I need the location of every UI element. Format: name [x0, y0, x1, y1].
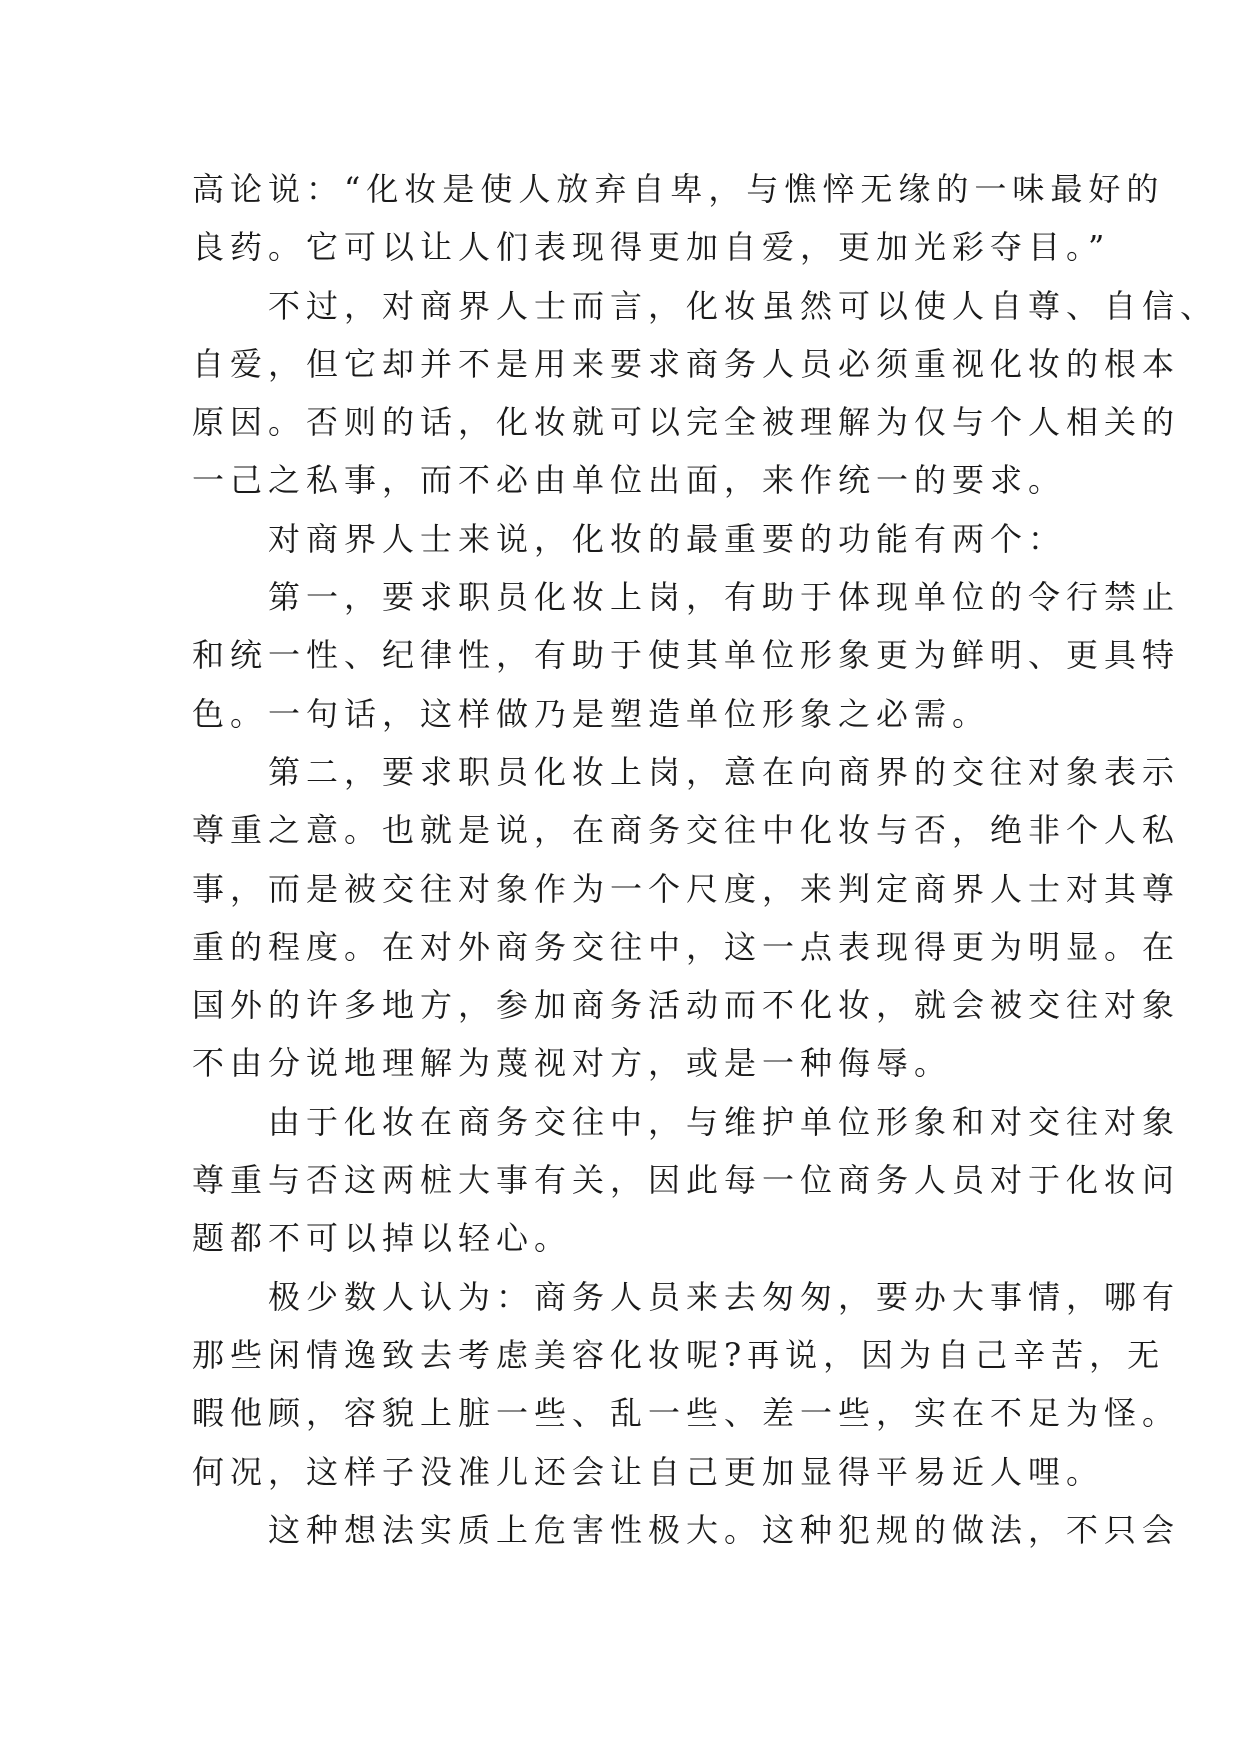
- text-line: 良药。它可以让人们表现得更加自爱，更加光彩夺目。”: [192, 228, 1111, 267]
- text-line: 那些闲情逸致去考虑美容化妆呢?再说，因为自己辛苦，无: [192, 1335, 1166, 1374]
- text-line: 不由分说地理解为蔑视对方，或是一种侮辱。: [192, 1044, 953, 1083]
- text-line: 不过，对商界人士而言，化妆虽然可以使人自尊、自信、: [268, 286, 1219, 325]
- text-line: 何况，这样子没准儿还会让自己更加显得平易近人哩。: [192, 1452, 1105, 1491]
- text-line: 由于化妆在商务交往中，与维护单位形象和对交往对象: [268, 1102, 1181, 1141]
- text-line: 这种想法实质上危害性极大。这种犯规的做法，不只会: [268, 1510, 1181, 1549]
- document-body: [192, 160, 1219, 1559]
- text-line: 极少数人认为：商务人员来去匆匆，要办大事情，哪有: [268, 1277, 1181, 1316]
- text-line: 重的程度。在对外商务交往中，这一点表现得更为明显。在: [192, 927, 1181, 966]
- text-line: 题都不可以掉以轻心。: [192, 1219, 573, 1258]
- text-line: 事，而是被交往对象作为一个尺度，来判定商界人士对其尊: [192, 869, 1181, 908]
- text-line: 国外的许多地方，参加商务活动而不化妆，就会被交往对象: [192, 986, 1181, 1025]
- text-line: 自爱，但它却并不是用来要求商务人员必须重视化妆的根本: [192, 344, 1181, 383]
- text-line: 原因。否则的话，化妆就可以完全被理解为仅与个人相关的: [192, 403, 1181, 442]
- text-line: 尊重与否这两桩大事有关，因此每一位商务人员对于化妆问: [192, 1161, 1181, 1200]
- text-line: 对商界人士来说，化妆的最重要的功能有两个：: [268, 519, 1067, 558]
- text-line: 第二，要求职员化妆上岗，意在向商界的交往对象表示: [268, 752, 1181, 791]
- text-line: 高论说：“化妆是使人放弃自卑，与憔悴无缘的一味最好的: [192, 170, 1165, 208]
- text-line: 一己之私事，而不必由单位出面，来作统一的要求。: [192, 461, 1067, 500]
- text-line: 色。一句话，这样做乃是塑造单位形象之必需。: [192, 694, 991, 733]
- text-line: 和统一性、纪律性，有助于使其单位形象更为鲜明、更具特: [192, 636, 1181, 675]
- text-line: 暇他顾，容貌上脏一些、乱一些、差一些，实在不足为怪。: [192, 1394, 1181, 1433]
- text-line: 尊重之意。也就是说，在商务交往中化妆与否，绝非个人私: [192, 811, 1181, 850]
- text-line: 第一，要求职员化妆上岗，有助于体现单位的令行禁止: [268, 578, 1181, 617]
